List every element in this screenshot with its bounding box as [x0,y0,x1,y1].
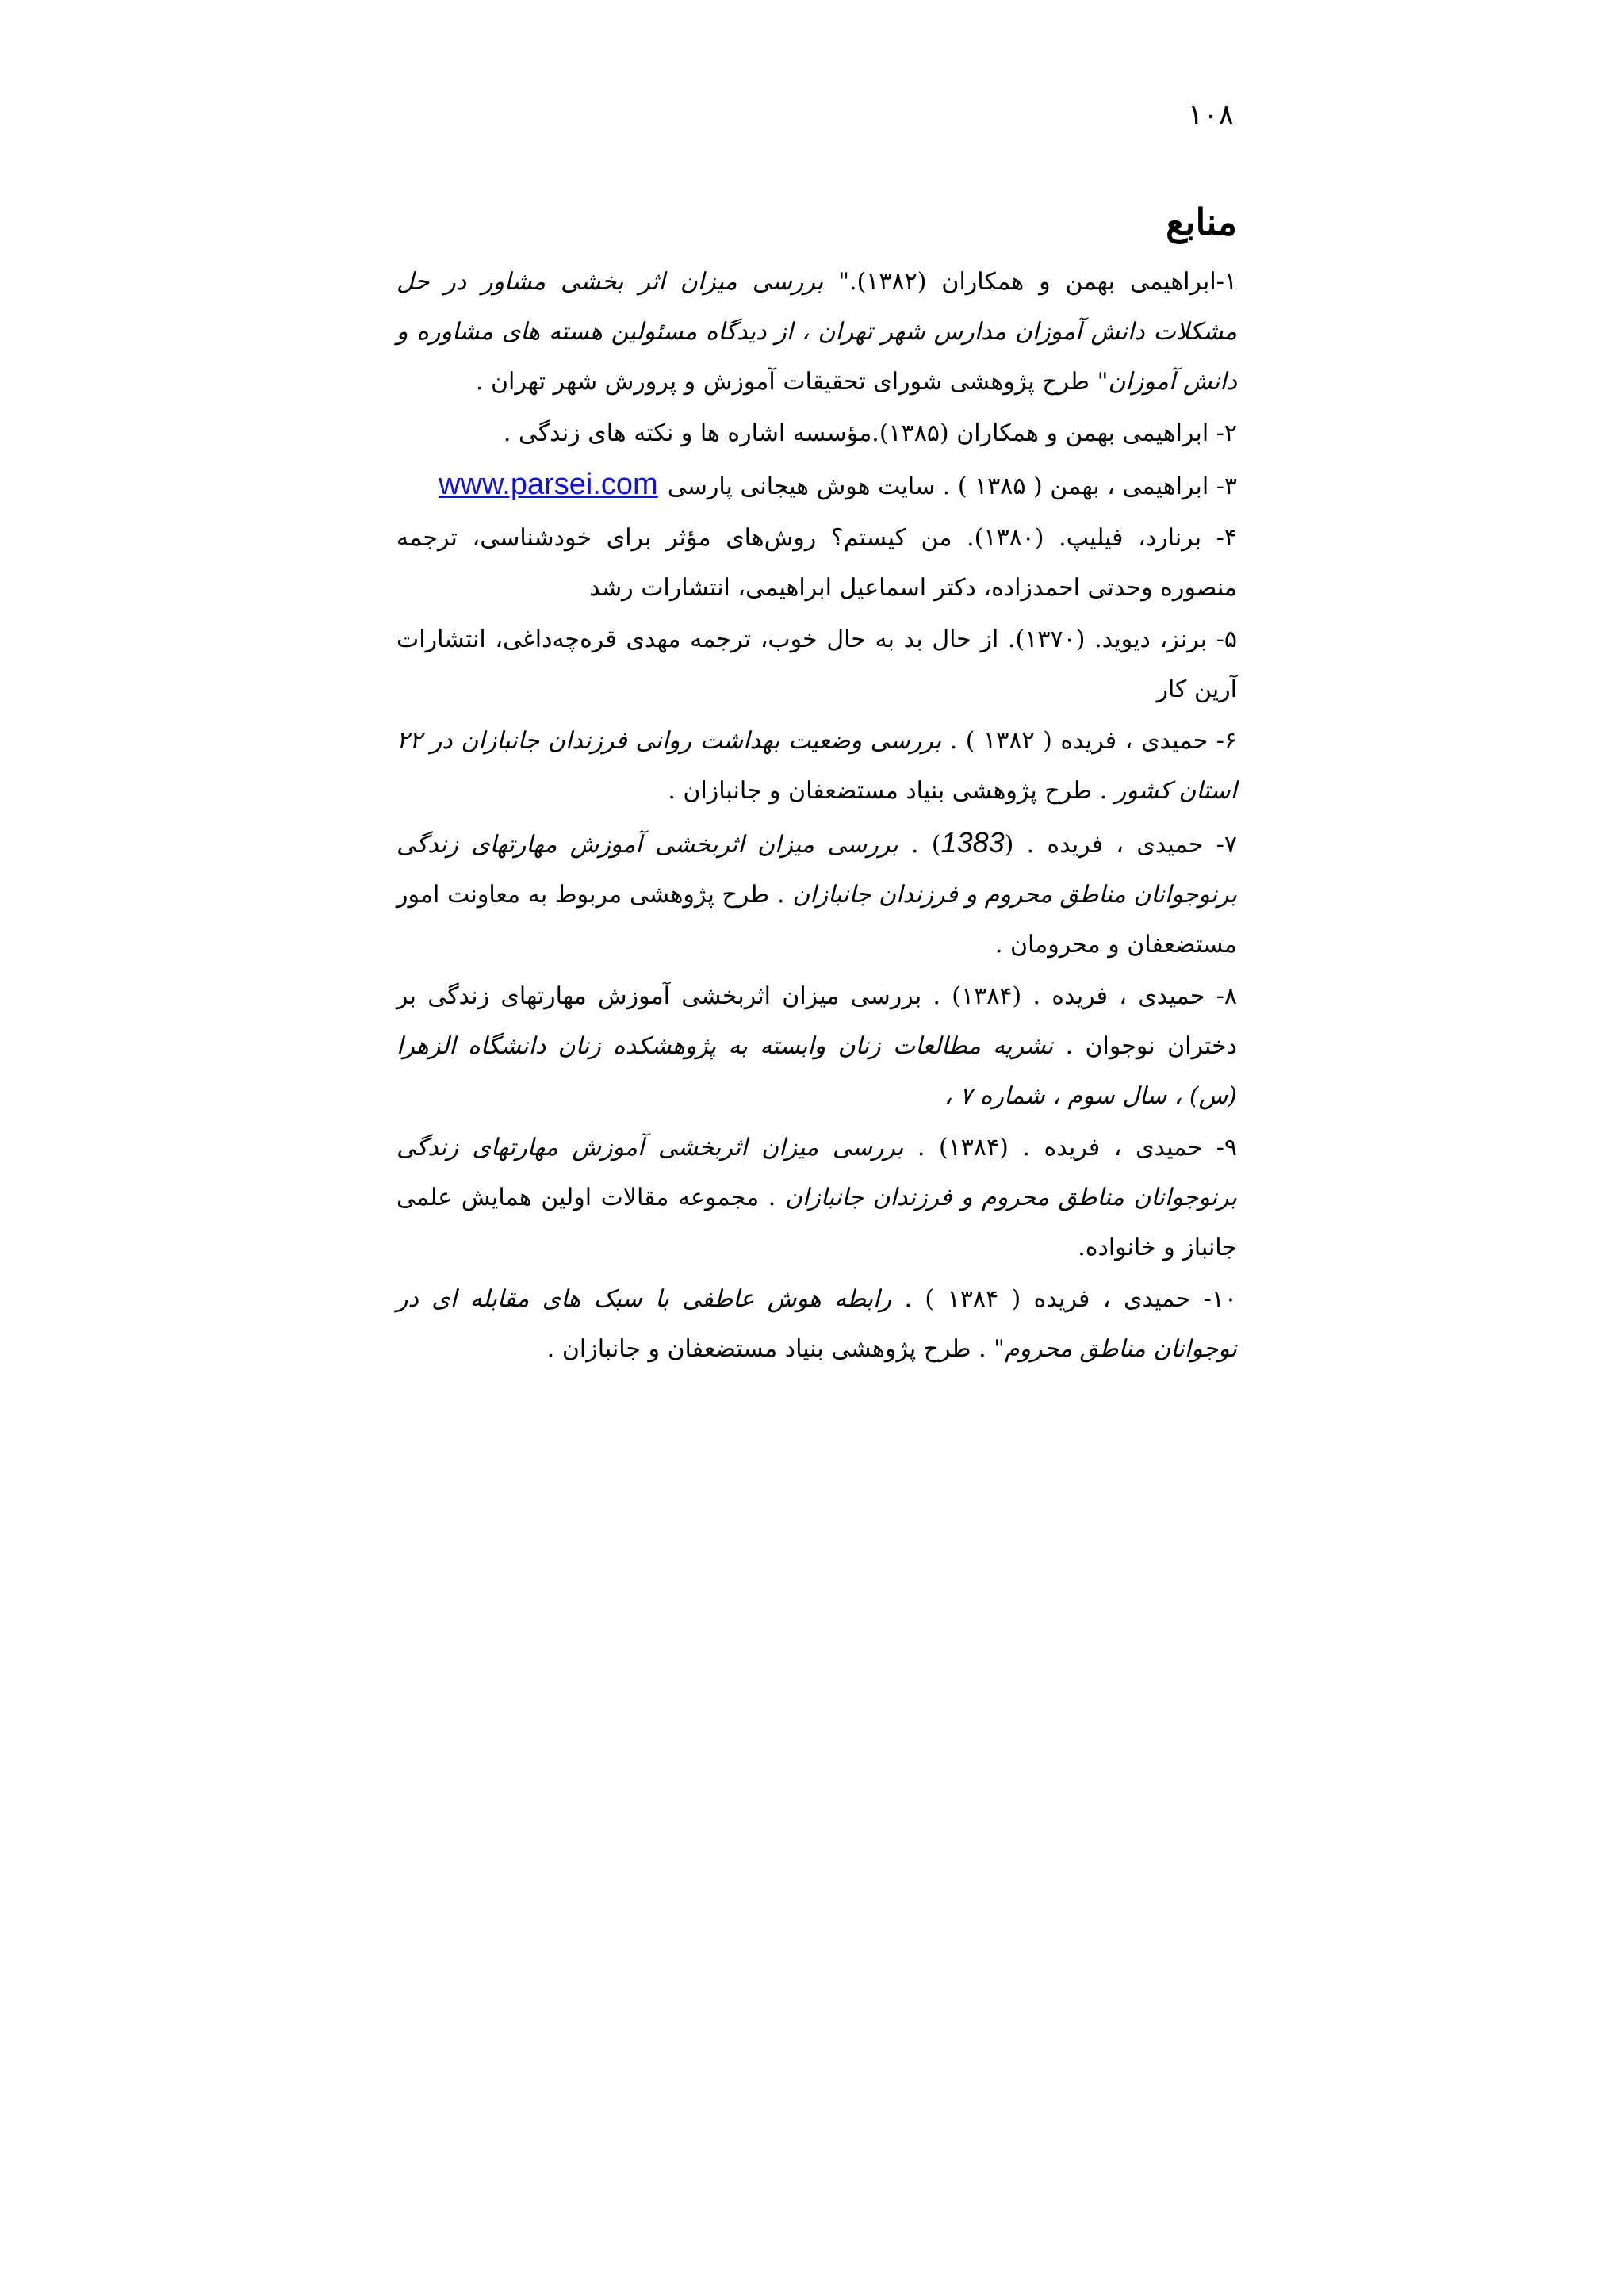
reference-item-6 [396,716,1237,816]
reference-item-5 [396,614,1237,714]
reference-list [396,257,1237,1376]
reference-text: ۸- حمیدی ، فریده . (۱۳۸۴) . بررسی میزان اثربخشی آموزش مهارتهای زندگی بر دختران نوجوان . [396,982,1237,1060]
reference-title: بررسی میزان اثربخشی آموزش مهارتهای زندگی برنوجوانان مناطق محروم و فرزندان جانبازان [396,831,1238,909]
reference-text: ۱-ابراهیمی بهمن و همکاران (۱۳۸۲)." [838,268,1237,296]
reference-text: ) . [911,831,941,859]
reference-text: طرح پژوهشی بنیاد مستضعفان و جانبازان . [668,777,1100,805]
reference-text: ۳- ابراهیمی ، بهمن ( ۱۳۸۵ ) . سایت هوش هیجانی پارسی [667,473,1237,500]
reference-text: ۲- ابراهیمی بهمن و همکاران (۱۳۸۵).مؤسسه اشاره ها و نکته های زندگی . [503,419,1237,447]
reference-item-1 [396,257,1237,407]
reference-text: . طرح پژوهشی بنیاد مستضعفان و جانبازان . [546,1335,994,1363]
reference-item-7 [396,817,1237,970]
reference-item-10 [396,1274,1237,1374]
reference-text: ۷- حمیدی ، فریده . ( [1004,831,1237,859]
reference-text: ۶- حمیدی ، فریده ( ۱۳۸۲ ) . [949,727,1238,755]
reference-text: طرح پژوهشی شورای تحقیقات آموزش و پرورش شهر تهران . [475,368,1097,396]
section-heading: منابع [1166,201,1237,243]
reference-title: بررسی وضعیت بهداشت روانی فرزندان جانبازان در ۲۲ استان کشور . [396,727,1237,805]
reference-title: بررسی میزان اثر بخشی مشاور در حل مشکلات دانش آموزان مدارس شهر تهران ، از دیدگاه مسئولین هسته های مشاوره و دانش آموزان" [396,268,1237,396]
reference-title: رابطه هوش عاطفی با سبک های مقابله ای در نوجوانان مناطق محروم" [396,1285,1237,1363]
website-link[interactable]: www.parsei.com [439,468,658,501]
reference-year: 1383 [940,826,1005,859]
reference-text: ۴- برنارد، فیلیپ. (۱۳۸۰). من کیستم؟ روش‌های مؤثر برای خودشناسی، ترجمه منصوره وحدتی احمدزاده، دکتر اسماعیل ابراهیمی، انتشارات رشد [396,524,1237,602]
reference-item-4 [396,513,1237,613]
reference-text: ۱۰- حمیدی ، فریده ( ۱۳۸۴ ) . [904,1285,1237,1313]
reference-item-8 [396,971,1237,1121]
reference-item-3 [396,460,1237,511]
reference-text: . طرح پژوهشی مربوط به معاونت امور مستضعفان و محرومان . [396,881,1237,959]
reference-text: ۹- حمیدی ، فریده . (۱۳۸۴) . [917,1134,1238,1161]
reference-text: . مجموعه مقالات اولین همایش علمی جانباز و خانواده. [396,1184,1237,1261]
reference-item-2 [396,408,1237,458]
reference-text: ۵- برنز، دیوید. (۱۳۷۰). از حال بد به حال خوب، ترجمه مهدی قره‌چه‌داغی، انتشارات آرین کار [396,626,1238,703]
reference-title: نشریه مطالعات زنان وابسته به پژوهشکده زنان دانشگاه الزهرا (س) ، سال سوم ، شماره ۷ ، [396,1032,1237,1110]
page-number: ۱۰۸ [1187,99,1234,132]
reference-title: بررسی میزان اثربخشی آموزش مهارتهای زندگی برنوجوانان مناطق محروم و فرزندان جانبازان [396,1134,1238,1211]
reference-item-9 [396,1123,1237,1272]
